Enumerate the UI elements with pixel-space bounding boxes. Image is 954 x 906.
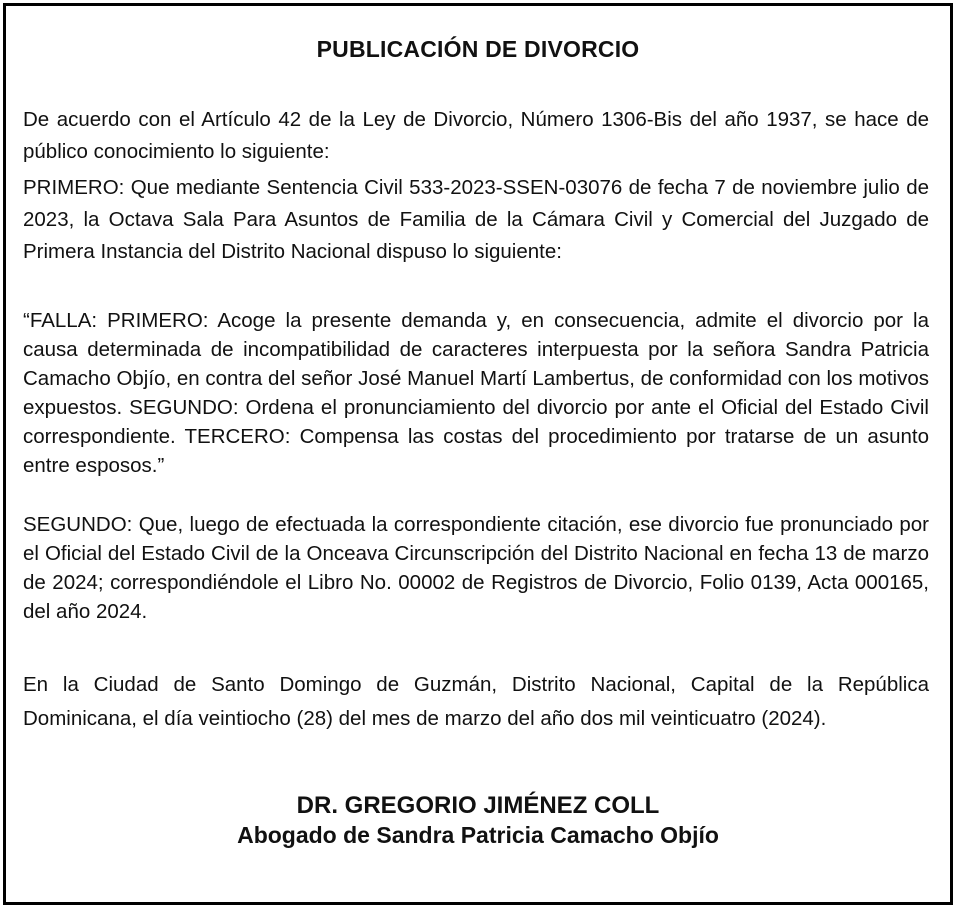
notice-title: PUBLICACIÓN DE DIVORCIO	[316, 36, 640, 62]
signature-role: Abogado de Sandra Patricia Camacho Objío	[237, 822, 719, 848]
signature-name: DR. GREGORIO JIMÉNEZ COLL	[296, 792, 660, 819]
closing-paragraph: En la Ciudad de Santo Domingo de Guzmán, Distrito Nacional, Capital de la República Dominicana, el día veintiocho (28) del mes de marzo del año dos mil veinticuatro (2024).	[23, 673, 929, 730]
notice-frame	[3, 3, 953, 905]
falla-paragraph: “FALLA: PRIMERO: Acoge la presente demanda y, en consecuencia, admite el divorcio por la causa determinada de incompatibilidad de caracteres interpuesta por la señora Sandra Patricia Camacho Objío, en contra del señor José Manuel Martí Lambertus, de conformidad con los motivos expuestos. SEGUNDO: Ordena el pronunciamiento del divorcio por ante el Oficial del Estado Civil correspondiente. TERCERO: Compensa las costas del procedimiento por tratarse de un asunto entre esposos.”	[23, 309, 929, 477]
segundo-paragraph: SEGUNDO: Que, luego de efectuada la correspondiente citación, ese divorcio fue pronunciado por el Oficial del Estado Civil de la Onceava Circunscripción del Distrito Nacional en fecha 13 de marzo de 2024; correspondiéndole el Libro No. 00002 de Registros de Divorcio, Folio 0139, Acta 000165, del año 2024.	[23, 513, 929, 623]
intro-paragraph: De acuerdo con el Artículo 42 de la Ley de Divorcio, Número 1306-Bis del año 1937, se hace de público conocimiento lo siguiente:	[23, 108, 929, 163]
primero-paragraph: PRIMERO: Que mediante Sentencia Civil 533-2023-SSEN-03076 de fecha 7 de noviembre julio de 2023, la Octava Sala Para Asuntos de Familia de la Cámara Civil y Comercial del Juzgado de Primera Instancia del Distrito Nacional dispuso lo siguiente:	[23, 176, 929, 263]
